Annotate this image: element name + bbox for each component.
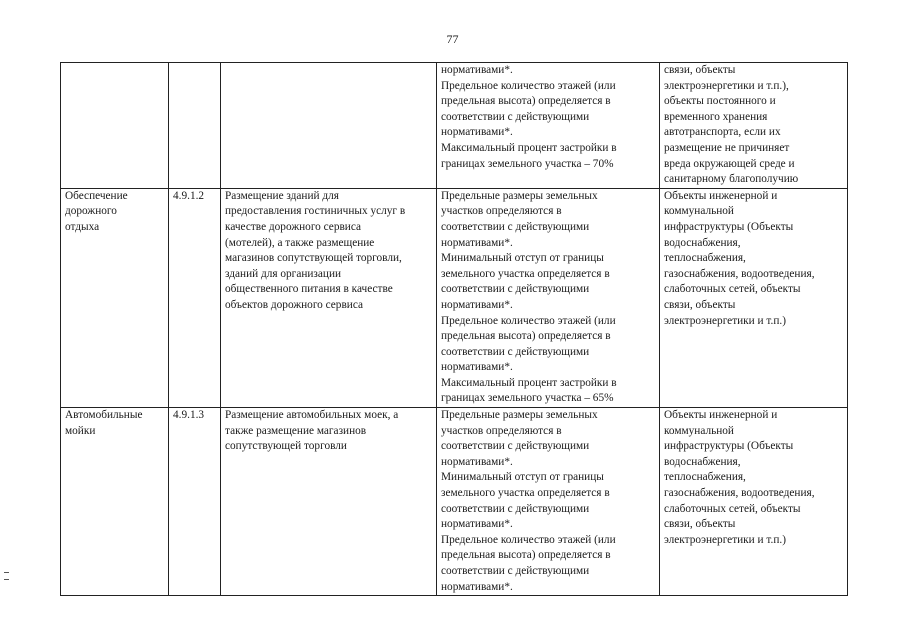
use-description-cell bbox=[221, 408, 437, 596]
cell-text-line: электроэнергетики и т.п.) bbox=[664, 314, 786, 327]
cell-text-line: объектов дорожного сервиса bbox=[225, 298, 364, 311]
cell-text-line: предельная высота) определяется в bbox=[441, 95, 611, 108]
cell-text-line: нормативами*. bbox=[441, 518, 513, 531]
cell-text-line: теплоснабжения, bbox=[664, 252, 746, 265]
parameters-cell bbox=[437, 63, 660, 189]
cell-text-line: Минимальный отступ от границы bbox=[441, 252, 604, 265]
cell-text-line: мойки bbox=[65, 424, 96, 437]
permitted-use-name-cell bbox=[61, 408, 169, 596]
cell-text-line: Предельное количество этажей (или bbox=[441, 79, 616, 92]
permitted-use-name-cell bbox=[61, 188, 169, 407]
cell-text-line: электроэнергетики и т.п.), bbox=[664, 79, 789, 92]
cell-text-line: сопутствующей торговли bbox=[225, 440, 347, 453]
cell-text-line: магазинов сопутствующей торговли, bbox=[225, 252, 402, 265]
cell-text-line: участков определяются в bbox=[441, 424, 562, 437]
cell-text-line: Размещение зданий для bbox=[225, 189, 339, 202]
cell-text-line: слаботочных сетей, объекты bbox=[664, 283, 801, 296]
use-description-cell bbox=[221, 188, 437, 407]
cell-text-line: размещение не причиняет bbox=[664, 141, 790, 154]
cell-text-line: границах земельного участка – 70% bbox=[441, 157, 614, 170]
cell-text-line: газоснабжения, водоотведения, bbox=[664, 487, 815, 500]
cell-text-line: коммунальной bbox=[664, 424, 734, 437]
cell-text-line: коммунальной bbox=[664, 205, 734, 218]
cell-text-line: санитарному благополучию bbox=[664, 173, 799, 186]
cell-text-line: Размещение автомобильных моек, а bbox=[225, 409, 399, 422]
cell-text-line: Предельное количество этажей (или bbox=[441, 533, 616, 546]
cell-text-line: вреда окружающей среде и bbox=[664, 157, 795, 170]
cell-text-line: общественного питания в качестве bbox=[225, 283, 393, 296]
cell-text-line: участков определяются в bbox=[441, 205, 562, 218]
use-code-cell bbox=[169, 408, 221, 596]
cell-text-line: нормативами*. bbox=[441, 126, 513, 139]
restrictions-cell bbox=[660, 188, 848, 407]
cell-text-line: Объекты инженерной и bbox=[664, 409, 778, 422]
margin-mark bbox=[4, 572, 9, 580]
cell-text-line: инфраструктуры (Объекты bbox=[664, 220, 794, 233]
cell-text-line: газоснабжения, водоотведения, bbox=[664, 267, 815, 280]
cell-text-line: водоснабжения, bbox=[664, 455, 741, 468]
cell-text-line: качестве дорожного сервиса bbox=[225, 220, 362, 233]
restrictions-cell bbox=[660, 63, 848, 189]
cell-text-line: нормативами*. bbox=[441, 361, 513, 374]
cell-text-line: соответствии с действующими bbox=[441, 110, 590, 123]
table-row bbox=[61, 188, 848, 407]
cell-text-line: нормативами*. bbox=[441, 236, 513, 249]
land-use-table bbox=[60, 62, 848, 596]
cell-text-line: теплоснабжения, bbox=[664, 471, 746, 484]
permitted-use-name-cell bbox=[61, 63, 169, 189]
cell-text-line: соответствии с действующими bbox=[441, 345, 590, 358]
cell-text-line: также размещение магазинов bbox=[225, 424, 367, 437]
cell-text-line: слаботочных сетей, объекты bbox=[664, 502, 801, 515]
cell-text-line: соответствии с действующими bbox=[441, 502, 590, 515]
cell-text-line: Предельное количество этажей (или bbox=[441, 314, 616, 327]
cell-text-line: границах земельного участка – 65% bbox=[441, 392, 614, 405]
cell-text-line: предельная высота) определяется в bbox=[441, 330, 611, 343]
cell-text-line: (мотелей), а также размещение bbox=[225, 236, 375, 249]
cell-text-line: Максимальный процент застройки в bbox=[441, 376, 617, 389]
use-code-cell bbox=[169, 188, 221, 407]
cell-text-line: земельного участка определяется в bbox=[441, 487, 610, 500]
cell-text-line: нормативами*. bbox=[441, 298, 513, 311]
cell-text-line: 4.9.1.3 bbox=[173, 409, 205, 422]
cell-text-line: нормативами*. bbox=[441, 580, 513, 593]
cell-text-line: зданий для организации bbox=[225, 267, 342, 280]
parameters-cell bbox=[437, 408, 660, 596]
cell-text-line: соответствии с действующими bbox=[441, 283, 590, 296]
cell-text-line: связи, объекты bbox=[664, 298, 736, 311]
cell-text-line: Автомобильные bbox=[65, 409, 143, 422]
table-row bbox=[61, 408, 848, 596]
use-code-cell bbox=[169, 63, 221, 189]
cell-text-line: соответствии с действующими bbox=[441, 565, 590, 577]
restrictions-cell bbox=[660, 408, 848, 596]
parameters-cell bbox=[437, 188, 660, 407]
cell-text-line: земельного участка определяется в bbox=[441, 267, 610, 280]
cell-text-line: электроэнергетики и т.п.) bbox=[664, 533, 786, 546]
cell-text-line: связи, объекты bbox=[664, 64, 736, 76]
cell-text-line: предоставления гостиничных услуг в bbox=[225, 205, 406, 218]
cell-text-line: Предельные размеры земельных bbox=[441, 189, 598, 202]
cell-text-line: соответствии с действующими bbox=[441, 220, 590, 233]
cell-text-line: автотранспорта, если их bbox=[664, 126, 781, 139]
cell-text-line: водоснабжения, bbox=[664, 236, 741, 249]
page-number: 77 bbox=[446, 32, 459, 46]
cell-text-line: нормативами*. bbox=[441, 64, 513, 76]
cell-text-line: отдыха bbox=[65, 220, 100, 233]
cell-text-line: связи, объекты bbox=[664, 518, 736, 531]
cell-text-line: нормативами*. bbox=[441, 455, 513, 468]
cell-text-line: соответствии с действующими bbox=[441, 440, 590, 453]
cell-text-line: 4.9.1.2 bbox=[173, 189, 205, 202]
table-row bbox=[61, 63, 848, 189]
cell-text-line: Обеспечение bbox=[65, 189, 128, 202]
cell-text-line: Минимальный отступ от границы bbox=[441, 471, 604, 484]
cell-text-line: Объекты инженерной и bbox=[664, 189, 778, 202]
cell-text-line: дорожного bbox=[65, 205, 117, 218]
cell-text-line: Предельные размеры земельных bbox=[441, 409, 598, 422]
cell-text-line: объекты постоянного и bbox=[664, 95, 776, 108]
cell-text-line: инфраструктуры (Объекты bbox=[664, 440, 794, 453]
use-description-cell bbox=[221, 63, 437, 189]
cell-text-line: предельная высота) определяется в bbox=[441, 549, 611, 562]
cell-text-line: временного хранения bbox=[664, 110, 768, 123]
cell-text-line: Максимальный процент застройки в bbox=[441, 141, 617, 154]
